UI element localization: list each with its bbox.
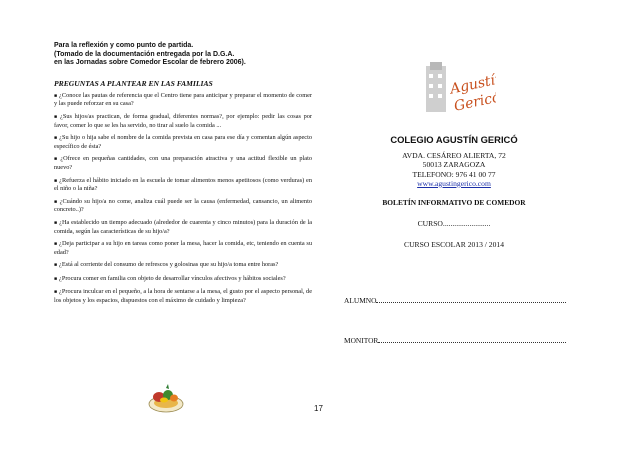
- question-item: [54, 240, 312, 256]
- section-heading: PREGUNTAS A PLANTEAR EN LAS FAMILIAS: [54, 78, 213, 88]
- question-item: [54, 198, 312, 214]
- question-text: ¿Refuerza el hábito iniciado en la escuela de tomar alimentos menos apetitosos (como verduras) en el niño o la niña?: [54, 176, 312, 193]
- page-number: 17: [314, 404, 323, 413]
- alumno-label: ALUMNO: [344, 296, 377, 305]
- logo-text-1: Agustín: [448, 70, 496, 98]
- bulletin-title: BOLETÍN INFORMATIVO DE COMEDOR: [382, 198, 526, 208]
- square-bullet-icon: ■: [54, 220, 58, 226]
- alumno-field: [344, 296, 576, 305]
- left-column: [54, 42, 312, 305]
- question-item: [54, 113, 312, 129]
- school-name: COLEGIO AGUSTÍN GERICÓ: [390, 134, 518, 145]
- question-text: ¿Cuándo su hijo/a no come, analiza cuál puede ser la causa (enfermedad, cansancio, un alimento concreto..)?: [54, 197, 312, 214]
- school-logo: [418, 56, 496, 128]
- question-text: ¿Ofrece en pequeñas cantidades, con una preparación atractiva y una actitud flexible un plato nuevo?: [54, 155, 312, 171]
- square-bullet-icon: ■: [54, 93, 58, 99]
- monitor-blank-line[interactable]: [378, 336, 566, 343]
- school-info: [338, 130, 570, 249]
- square-bullet-icon: ■: [54, 136, 58, 142]
- question-text: ¿Procura inculcar en el pequeño, a la hora de sentarse a la mesa, el gusto por el aspecto personal, de los objetos y los espacios, dispuestos con el máximo de cuidado y limpieza?: [54, 288, 312, 305]
- question-text: ¿Conoce las pautas de referencia que el Centro tiene para anticipar y preparar el momento de comer y las puede reforzar en su casa?: [54, 91, 313, 108]
- course-label: CURSO.........................: [417, 219, 491, 229]
- intro-line-3: en las Jornadas sobre Comedor Escolar de febrero 2006).: [54, 59, 246, 67]
- monitor-field: [344, 336, 576, 345]
- square-bullet-icon: ■: [54, 276, 58, 282]
- question-text: ¿Sus hijos/as practican, de forma gradual, diferentes normas?, por ejemplo: pedir las cosas por favor, comer lo que se les ha servido, no tirar al suelo la comida ...: [54, 112, 312, 129]
- question-text: ¿Ha establecido un tiempo adecuado (alrededor de cuarenta y cinco minutos) para la duración de la comida, según las características de su hijo/a?: [54, 218, 312, 235]
- square-bullet-icon: ■: [54, 178, 58, 184]
- question-item: [54, 275, 312, 284]
- question-item: [54, 219, 312, 235]
- intro-line-2: (Tomado de la documentación entregada por la D.G.A.: [54, 50, 235, 58]
- question-text: ¿Deja participar a su hijo en tareas como poner la mesa, hacer la comida, etc, teniendo en cuenta su edad?: [54, 240, 312, 256]
- school-website-link[interactable]: www.agustingerico.com: [417, 178, 491, 188]
- question-text: ¿Procura comer en familia con objeto de desarrollar vínculos afectivos y hábitos sociales?: [59, 274, 286, 282]
- question-text: ¿Está al corriente del consumo de refrescos y golosinas que su hijo/a toma entre horas?: [59, 261, 279, 269]
- question-text: ¿Su hijo o hija sabe el nombre de la comida prevista en casa para ese día y comentan algún aspecto específico de ésta?: [54, 134, 312, 150]
- square-bullet-icon: ■: [54, 242, 58, 248]
- question-item: [54, 92, 312, 108]
- school-address: AVDA. CESÁREO ALIERTA, 72: [402, 151, 506, 160]
- question-item: [54, 288, 312, 304]
- square-bullet-icon: ■: [54, 157, 59, 163]
- school-city: 50013 ZARAGOZA: [422, 160, 486, 170]
- monitor-label: MONITOR: [344, 336, 379, 345]
- food-plate-icon: [146, 382, 186, 414]
- logo-text-2: Gericó: [452, 89, 496, 115]
- question-item: [54, 261, 312, 270]
- square-bullet-icon: ■: [54, 263, 58, 269]
- intro-line-1: Para la reflexión y como punto de partida.: [54, 42, 194, 49]
- school-phone: TELEFONO: 976 41 00 77: [412, 169, 496, 179]
- question-item: [54, 134, 312, 150]
- square-bullet-icon: ■: [54, 114, 59, 120]
- alumno-blank-line[interactable]: [376, 296, 566, 303]
- question-item: [54, 177, 312, 193]
- logo-icon: [418, 56, 496, 128]
- square-bullet-icon: ■: [54, 199, 58, 205]
- school-year: CURSO ESCOLAR 2013 / 2014: [404, 240, 504, 250]
- intro-block: [54, 42, 312, 68]
- square-bullet-icon: ■: [54, 290, 58, 296]
- question-item: [54, 155, 312, 171]
